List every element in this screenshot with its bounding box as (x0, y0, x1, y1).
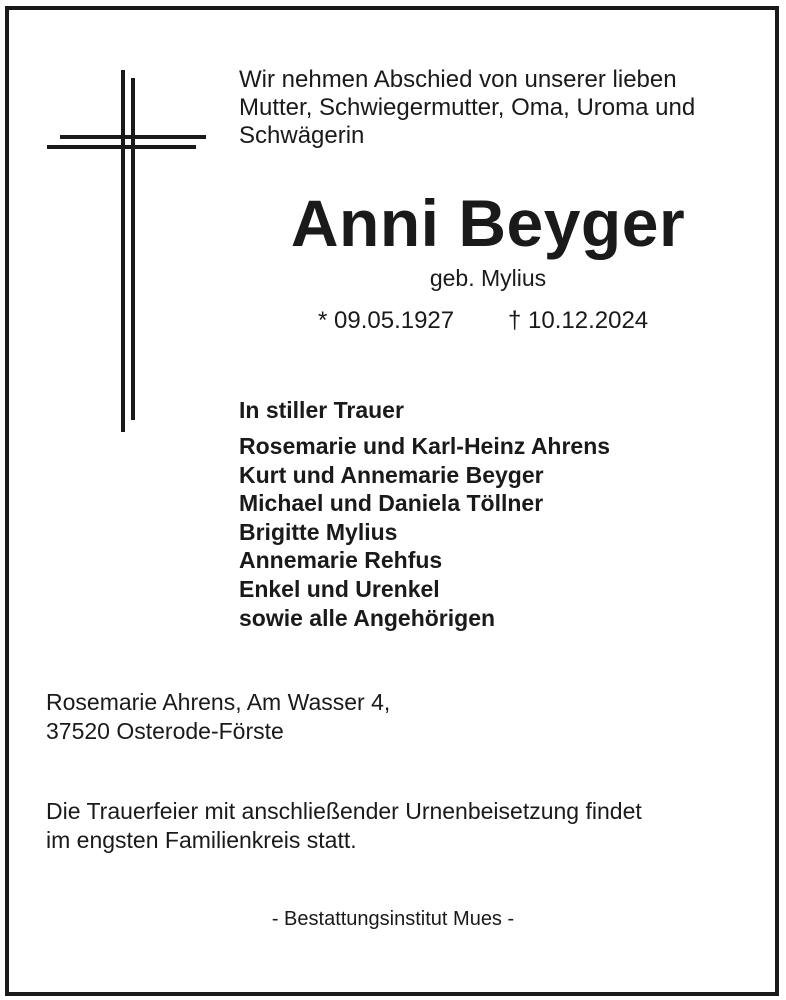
address-line: Rosemarie Ahrens, Am Wasser 4, (46, 689, 391, 715)
address-line: 37520 Osterode-Förste (46, 718, 284, 744)
birth-date: * 09.05.1927 (318, 307, 455, 334)
death-date: † 10.12.2024 (508, 307, 649, 334)
intro-line: Schwägerin (239, 122, 365, 149)
mourner: Kurt und Annemarie Beyger (239, 461, 544, 488)
mourner: sowie alle Angehörigen (239, 604, 496, 631)
intro-line: Mutter, Schwiegermutter, Oma, Uroma und (239, 94, 696, 121)
mourning-label: In stiller Trauer (239, 397, 404, 423)
intro-line: Wir nehmen Abschied von unserer lieben (239, 66, 677, 93)
intro-text (239, 66, 759, 150)
funeral-notice (46, 797, 642, 855)
birth-name: geb. Mylius (429, 265, 547, 291)
contact-address (46, 688, 390, 746)
deceased-name: Anni Beyger (290, 186, 686, 260)
notice-line: Die Trauerfeier mit anschließender Urnenbeisetzung findet (46, 798, 642, 824)
mourner: Rosemarie und Karl-Heinz Ahrens (239, 433, 611, 459)
mourner: Michael und Daniela Töllner (239, 490, 544, 517)
mourner: Enkel und Urenkel (239, 575, 440, 602)
funeral-home: - Bestattungsinstitut Mues - (271, 908, 515, 930)
notice-line: im engsten Familienkreis statt. (46, 827, 357, 853)
mourners-list (239, 432, 610, 632)
mourner: Annemarie Rehfus (239, 547, 443, 574)
mourner: Brigitte Mylius (239, 518, 398, 545)
